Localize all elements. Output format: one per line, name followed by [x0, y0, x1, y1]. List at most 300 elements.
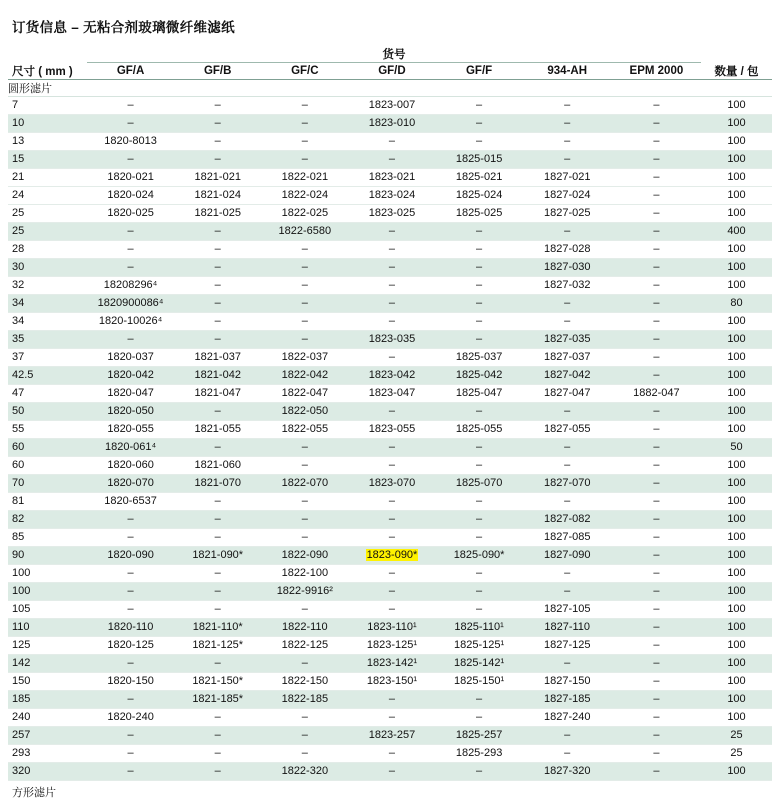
- table-row: [8, 726, 772, 744]
- cell-size: 100: [8, 582, 87, 600]
- table-row: [8, 132, 772, 150]
- cell-catalog-number: 1825-293: [436, 744, 523, 762]
- cell-catalog-number: –: [436, 600, 523, 618]
- cell-catalog-number: –: [436, 582, 523, 600]
- cell-catalog-number: 1825-150¹: [436, 672, 523, 690]
- cell-catalog-number: –: [174, 654, 261, 672]
- cell-catalog-number: –: [174, 96, 261, 114]
- cell-catalog-number: 1823-021: [348, 168, 435, 186]
- cell-catalog-number: –: [87, 258, 174, 276]
- cell-catalog-number: –: [348, 258, 435, 276]
- cell-catalog-number: 18208296⁴: [87, 276, 174, 294]
- cell-catalog-number: –: [87, 96, 174, 114]
- cell-quantity: 100: [701, 456, 772, 474]
- table-row: [8, 186, 772, 204]
- cell-catalog-number: –: [523, 114, 612, 132]
- cell-catalog-number: –: [436, 690, 523, 708]
- cell-catalog-number: 1822-125: [261, 636, 348, 654]
- table-row: [8, 258, 772, 276]
- cell-quantity: 100: [701, 708, 772, 726]
- cell-size: 24: [8, 186, 87, 204]
- cell-catalog-number: –: [87, 600, 174, 618]
- cell-catalog-number: 1825-042: [436, 366, 523, 384]
- cell-catalog-number: –: [261, 240, 348, 258]
- cell-catalog-number: –: [436, 564, 523, 582]
- cell-catalog-number: –: [612, 312, 701, 330]
- table-row: [8, 438, 772, 456]
- cell-size: 105: [8, 600, 87, 618]
- cell-catalog-number: 1822-037: [261, 348, 348, 366]
- table-row: [8, 618, 772, 636]
- cell-catalog-number: –: [174, 222, 261, 240]
- cell-quantity: 100: [701, 420, 772, 438]
- cell-size: 10: [8, 114, 87, 132]
- cell-catalog-number: [348, 546, 435, 564]
- cell-catalog-number: 1823-047: [348, 384, 435, 402]
- cell-catalog-number: 1820900086⁴: [87, 294, 174, 312]
- cell-catalog-number: –: [436, 456, 523, 474]
- cell-size: 21: [8, 168, 87, 186]
- cell-catalog-number: –: [436, 312, 523, 330]
- cell-catalog-number: –: [436, 96, 523, 114]
- cell-catalog-number: 1822-090: [261, 546, 348, 564]
- cell-quantity: 100: [701, 96, 772, 114]
- cell-catalog-number: –: [348, 564, 435, 582]
- cell-catalog-number: 1825-025: [436, 204, 523, 222]
- cell-catalog-number: –: [436, 258, 523, 276]
- cell-catalog-number: 1827-090: [523, 546, 612, 564]
- cell-quantity: 100: [701, 510, 772, 528]
- cell-catalog-number: 1822-042: [261, 366, 348, 384]
- cell-catalog-number: 1820-061⁴: [87, 438, 174, 456]
- cell-size: 15: [8, 150, 87, 168]
- cell-catalog-number: 1822-185: [261, 690, 348, 708]
- cell-catalog-number: –: [261, 96, 348, 114]
- table-row: [8, 654, 772, 672]
- cell-quantity: 100: [701, 276, 772, 294]
- cell-catalog-number: –: [87, 240, 174, 258]
- cell-catalog-number: –: [348, 150, 435, 168]
- cell-catalog-number: 1882-047: [612, 384, 701, 402]
- table-row: [8, 762, 772, 780]
- cell-catalog-number: –: [348, 438, 435, 456]
- cell-catalog-number: 1823-025: [348, 204, 435, 222]
- cell-catalog-number: 1821-070: [174, 474, 261, 492]
- header-col-934ah: 934-AH: [523, 63, 612, 80]
- cell-catalog-number: –: [261, 726, 348, 744]
- cell-catalog-number: –: [436, 294, 523, 312]
- cell-catalog-number: –: [612, 366, 701, 384]
- cell-size: 90: [8, 546, 87, 564]
- cell-catalog-number: –: [174, 438, 261, 456]
- cell-catalog-number: –: [87, 690, 174, 708]
- cell-catalog-number: –: [436, 276, 523, 294]
- cell-quantity: 100: [701, 168, 772, 186]
- cell-catalog-number: –: [348, 744, 435, 762]
- cell-catalog-number: –: [348, 492, 435, 510]
- table-row: [8, 420, 772, 438]
- cell-catalog-number: 1827-025: [523, 204, 612, 222]
- highlighted-catalog-number: 1823-090*: [366, 549, 418, 561]
- cell-quantity: 50: [701, 438, 772, 456]
- cell-catalog-number: –: [174, 708, 261, 726]
- table-row: [8, 96, 772, 114]
- cell-catalog-number: –: [174, 276, 261, 294]
- cell-catalog-number: –: [523, 96, 612, 114]
- cell-catalog-number: 1821-024: [174, 186, 261, 204]
- table-row: [8, 492, 772, 510]
- cell-catalog-number: –: [261, 150, 348, 168]
- cell-size: 82: [8, 510, 87, 528]
- cell-catalog-number: –: [612, 438, 701, 456]
- cell-quantity: 100: [701, 636, 772, 654]
- page-title: 订货信息 – 无粘合剂玻璃微纤维滤纸: [12, 20, 235, 35]
- cell-size: 47: [8, 384, 87, 402]
- cell-catalog-number: –: [523, 222, 612, 240]
- header-group-catalog-number: 货号: [87, 46, 701, 63]
- cell-catalog-number: 1827-037: [523, 348, 612, 366]
- cell-size: 37: [8, 348, 87, 366]
- cell-catalog-number: 1822-025: [261, 204, 348, 222]
- cell-catalog-number: –: [87, 744, 174, 762]
- table-row: [8, 708, 772, 726]
- header-col-epm2000: EPM 2000: [612, 63, 701, 80]
- cell-catalog-number: 1827-035: [523, 330, 612, 348]
- cell-quantity: 100: [701, 564, 772, 582]
- cell-catalog-number: –: [174, 564, 261, 582]
- cell-quantity: 100: [701, 546, 772, 564]
- cell-catalog-number: 1820-050: [87, 402, 174, 420]
- cell-catalog-number: 1825-125¹: [436, 636, 523, 654]
- cell-catalog-number: 1827-047: [523, 384, 612, 402]
- table-row: [8, 204, 772, 222]
- cell-catalog-number: –: [261, 510, 348, 528]
- cell-catalog-number: –: [523, 654, 612, 672]
- cell-catalog-number: –: [174, 744, 261, 762]
- cell-quantity: 100: [701, 654, 772, 672]
- cell-catalog-number: –: [261, 492, 348, 510]
- cell-size: 293: [8, 744, 87, 762]
- cell-catalog-number: 1822-050: [261, 402, 348, 420]
- cell-catalog-number: 1823-142¹: [348, 654, 435, 672]
- cell-catalog-number: 1827-032: [523, 276, 612, 294]
- cell-catalog-number: –: [612, 744, 701, 762]
- cell-catalog-number: –: [612, 456, 701, 474]
- cell-catalog-number: –: [348, 276, 435, 294]
- cell-catalog-number: 1821-150*: [174, 672, 261, 690]
- cell-catalog-number: 1827-082: [523, 510, 612, 528]
- cell-catalog-number: 1827-070: [523, 474, 612, 492]
- cell-size: 81: [8, 492, 87, 510]
- cell-catalog-number: –: [612, 114, 701, 132]
- cell-size: 257: [8, 726, 87, 744]
- cell-catalog-number: –: [348, 132, 435, 150]
- cell-catalog-number: –: [612, 474, 701, 492]
- table-row: [8, 690, 772, 708]
- cell-catalog-number: –: [523, 744, 612, 762]
- cell-catalog-number: –: [523, 402, 612, 420]
- cell-size: 25: [8, 204, 87, 222]
- cell-catalog-number: –: [612, 132, 701, 150]
- table-row: [8, 294, 772, 312]
- cell-catalog-number: 1827-150: [523, 672, 612, 690]
- cell-catalog-number: –: [174, 600, 261, 618]
- cell-catalog-number: 1827-030: [523, 258, 612, 276]
- cell-catalog-number: –: [348, 294, 435, 312]
- cell-quantity: 400: [701, 222, 772, 240]
- cell-catalog-number: 1823-110¹: [348, 618, 435, 636]
- cell-size: 30: [8, 258, 87, 276]
- cell-catalog-number: 1821-021: [174, 168, 261, 186]
- cell-catalog-number: –: [261, 654, 348, 672]
- cell-catalog-number: –: [348, 510, 435, 528]
- cell-catalog-number: –: [612, 762, 701, 780]
- cell-catalog-number: 1823-070: [348, 474, 435, 492]
- cell-catalog-number: 1822-9916²: [261, 582, 348, 600]
- cell-catalog-number: –: [612, 204, 701, 222]
- cell-catalog-number: –: [612, 402, 701, 420]
- cell-catalog-number: 1825-142¹: [436, 654, 523, 672]
- cell-quantity: 100: [701, 762, 772, 780]
- cell-catalog-number: –: [174, 528, 261, 546]
- cell-catalog-number: 1827-105: [523, 600, 612, 618]
- cell-catalog-number: –: [174, 132, 261, 150]
- table-row: [8, 564, 772, 582]
- table-row: [8, 582, 772, 600]
- cell-catalog-number: –: [87, 654, 174, 672]
- cell-size: 50: [8, 402, 87, 420]
- cell-catalog-number: 1827-185: [523, 690, 612, 708]
- table-row: [8, 168, 772, 186]
- cell-catalog-number: –: [348, 690, 435, 708]
- cell-catalog-number: –: [523, 564, 612, 582]
- table-row: [8, 510, 772, 528]
- table-row: [8, 114, 772, 132]
- cell-catalog-number: –: [612, 726, 701, 744]
- table-row: [8, 636, 772, 654]
- section-header-circles: [8, 79, 772, 96]
- cell-catalog-number: –: [261, 438, 348, 456]
- cell-catalog-number: –: [612, 510, 701, 528]
- table-row: [8, 744, 772, 762]
- cell-catalog-number: –: [612, 654, 701, 672]
- cell-catalog-number: –: [612, 492, 701, 510]
- cell-catalog-number: –: [87, 222, 174, 240]
- header-quantity: 数量 / 包: [701, 63, 772, 80]
- cell-catalog-number: –: [348, 600, 435, 618]
- cell-size: 125: [8, 636, 87, 654]
- cell-catalog-number: –: [612, 186, 701, 204]
- cell-catalog-number: –: [612, 276, 701, 294]
- cell-catalog-number: –: [261, 276, 348, 294]
- cell-catalog-number: 1820-037: [87, 348, 174, 366]
- cell-catalog-number: –: [174, 582, 261, 600]
- cell-size: 60: [8, 438, 87, 456]
- cell-catalog-number: –: [87, 150, 174, 168]
- table-row: [8, 240, 772, 258]
- cell-catalog-number: 1827-110: [523, 618, 612, 636]
- cell-catalog-number: 1821-110*: [174, 618, 261, 636]
- cell-catalog-number: –: [87, 330, 174, 348]
- cell-catalog-number: –: [87, 582, 174, 600]
- table-row: [8, 222, 772, 240]
- cell-catalog-number: –: [174, 402, 261, 420]
- cell-catalog-number: –: [436, 330, 523, 348]
- cell-catalog-number: –: [523, 312, 612, 330]
- cell-quantity: 100: [701, 312, 772, 330]
- cell-size: 25: [8, 222, 87, 240]
- cell-quantity: 100: [701, 240, 772, 258]
- cell-catalog-number: 1820-025: [87, 204, 174, 222]
- cell-catalog-number: –: [348, 222, 435, 240]
- table-row: [8, 402, 772, 420]
- table-row: [8, 528, 772, 546]
- table-row: [8, 546, 772, 564]
- section-header-label: 圆形滤片: [8, 79, 772, 96]
- cell-catalog-number: 1825-047: [436, 384, 523, 402]
- cell-catalog-number: –: [436, 402, 523, 420]
- cell-catalog-number: 1825-110¹: [436, 618, 523, 636]
- cell-catalog-number: –: [174, 150, 261, 168]
- cell-catalog-number: 1822-021: [261, 168, 348, 186]
- cell-catalog-number: –: [523, 132, 612, 150]
- cell-catalog-number: –: [612, 618, 701, 636]
- cell-size: 55: [8, 420, 87, 438]
- cell-catalog-number: 1825-015: [436, 150, 523, 168]
- cell-catalog-number: 1827-028: [523, 240, 612, 258]
- cell-quantity: 100: [701, 690, 772, 708]
- cell-catalog-number: 1825-257: [436, 726, 523, 744]
- cell-catalog-number: –: [436, 222, 523, 240]
- header-col-gfc: GF/C: [261, 63, 348, 80]
- cell-size: 60: [8, 456, 87, 474]
- cell-quantity: 100: [701, 600, 772, 618]
- cell-catalog-number: –: [174, 510, 261, 528]
- cell-catalog-number: –: [261, 330, 348, 348]
- cell-catalog-number: –: [612, 528, 701, 546]
- cell-catalog-number: –: [612, 672, 701, 690]
- header-size: 尺寸 ( mm ): [8, 63, 87, 80]
- cell-catalog-number: 1822-6580: [261, 222, 348, 240]
- table-row: [8, 474, 772, 492]
- table-row: [8, 348, 772, 366]
- cell-quantity: 100: [701, 492, 772, 510]
- cell-catalog-number: 1823-257: [348, 726, 435, 744]
- cell-catalog-number: –: [87, 762, 174, 780]
- cell-catalog-number: 1825-021: [436, 168, 523, 186]
- cell-catalog-number: –: [523, 294, 612, 312]
- cell-catalog-number: 1821-125*: [174, 636, 261, 654]
- cell-catalog-number: –: [523, 582, 612, 600]
- cell-catalog-number: –: [612, 564, 701, 582]
- cell-catalog-number: –: [612, 348, 701, 366]
- cell-catalog-number: –: [612, 690, 701, 708]
- cell-catalog-number: 1827-240: [523, 708, 612, 726]
- table-row: [8, 276, 772, 294]
- cell-size: 32: [8, 276, 87, 294]
- cell-catalog-number: –: [261, 114, 348, 132]
- cell-catalog-number: –: [348, 762, 435, 780]
- cell-catalog-number: –: [612, 222, 701, 240]
- cell-catalog-number: –: [174, 312, 261, 330]
- cell-catalog-number: –: [523, 726, 612, 744]
- cell-catalog-number: 1821-185*: [174, 690, 261, 708]
- cell-size: 110: [8, 618, 87, 636]
- cell-catalog-number: –: [174, 258, 261, 276]
- cell-catalog-number: –: [436, 510, 523, 528]
- cell-catalog-number: –: [436, 708, 523, 726]
- cell-catalog-number: –: [87, 510, 174, 528]
- cell-catalog-number: –: [612, 294, 701, 312]
- cell-catalog-number: –: [348, 240, 435, 258]
- cell-catalog-number: 1821-060: [174, 456, 261, 474]
- cell-catalog-number: 1822-150: [261, 672, 348, 690]
- cell-quantity: 100: [701, 384, 772, 402]
- cell-catalog-number: –: [612, 420, 701, 438]
- cell-catalog-number: –: [436, 132, 523, 150]
- cell-size: 34: [8, 294, 87, 312]
- cell-catalog-number: 1825-070: [436, 474, 523, 492]
- header-col-gfa: GF/A: [87, 63, 174, 80]
- cell-size: 240: [8, 708, 87, 726]
- cell-catalog-number: –: [87, 726, 174, 744]
- cell-catalog-number: –: [523, 456, 612, 474]
- cell-size: 34: [8, 312, 87, 330]
- cell-catalog-number: –: [261, 312, 348, 330]
- cell-catalog-number: –: [436, 240, 523, 258]
- cell-catalog-number: 1821-025: [174, 204, 261, 222]
- cell-catalog-number: 1825-055: [436, 420, 523, 438]
- cell-catalog-number: 1821-037: [174, 348, 261, 366]
- cell-quantity: 100: [701, 348, 772, 366]
- cell-catalog-number: 1823-042: [348, 366, 435, 384]
- cell-size: 185: [8, 690, 87, 708]
- cell-catalog-number: 1820-10026⁴: [87, 312, 174, 330]
- cell-catalog-number: 1823-024: [348, 186, 435, 204]
- table-row: [8, 384, 772, 402]
- cell-catalog-number: 1822-055: [261, 420, 348, 438]
- cell-quantity: 100: [701, 474, 772, 492]
- table-row: [8, 366, 772, 384]
- cell-catalog-number: 1820-150: [87, 672, 174, 690]
- cell-catalog-number: 1820-090: [87, 546, 174, 564]
- cell-catalog-number: 1820-6537: [87, 492, 174, 510]
- table-row: [8, 150, 772, 168]
- cell-catalog-number: 1820-060: [87, 456, 174, 474]
- cell-catalog-number: 1820-110: [87, 618, 174, 636]
- cell-catalog-number: 1827-021: [523, 168, 612, 186]
- cell-catalog-number: 1820-8013: [87, 132, 174, 150]
- cell-catalog-number: –: [348, 402, 435, 420]
- cell-catalog-number: 1827-125: [523, 636, 612, 654]
- cell-catalog-number: 1820-021: [87, 168, 174, 186]
- cell-catalog-number: 1820-024: [87, 186, 174, 204]
- header-spacer-right: [701, 46, 772, 63]
- table-row: [8, 330, 772, 348]
- cell-catalog-number: –: [261, 528, 348, 546]
- cell-size: 100: [8, 564, 87, 582]
- cell-size: 42.5: [8, 366, 87, 384]
- section-header-squares: 方形滤片: [12, 786, 56, 799]
- cell-catalog-number: –: [348, 708, 435, 726]
- table-row: [8, 312, 772, 330]
- cell-catalog-number: 1825-090*: [436, 546, 523, 564]
- cell-quantity: 100: [701, 618, 772, 636]
- cell-catalog-number: 1825-024: [436, 186, 523, 204]
- cell-catalog-number: –: [348, 456, 435, 474]
- cell-catalog-number: –: [348, 312, 435, 330]
- cell-size: 150: [8, 672, 87, 690]
